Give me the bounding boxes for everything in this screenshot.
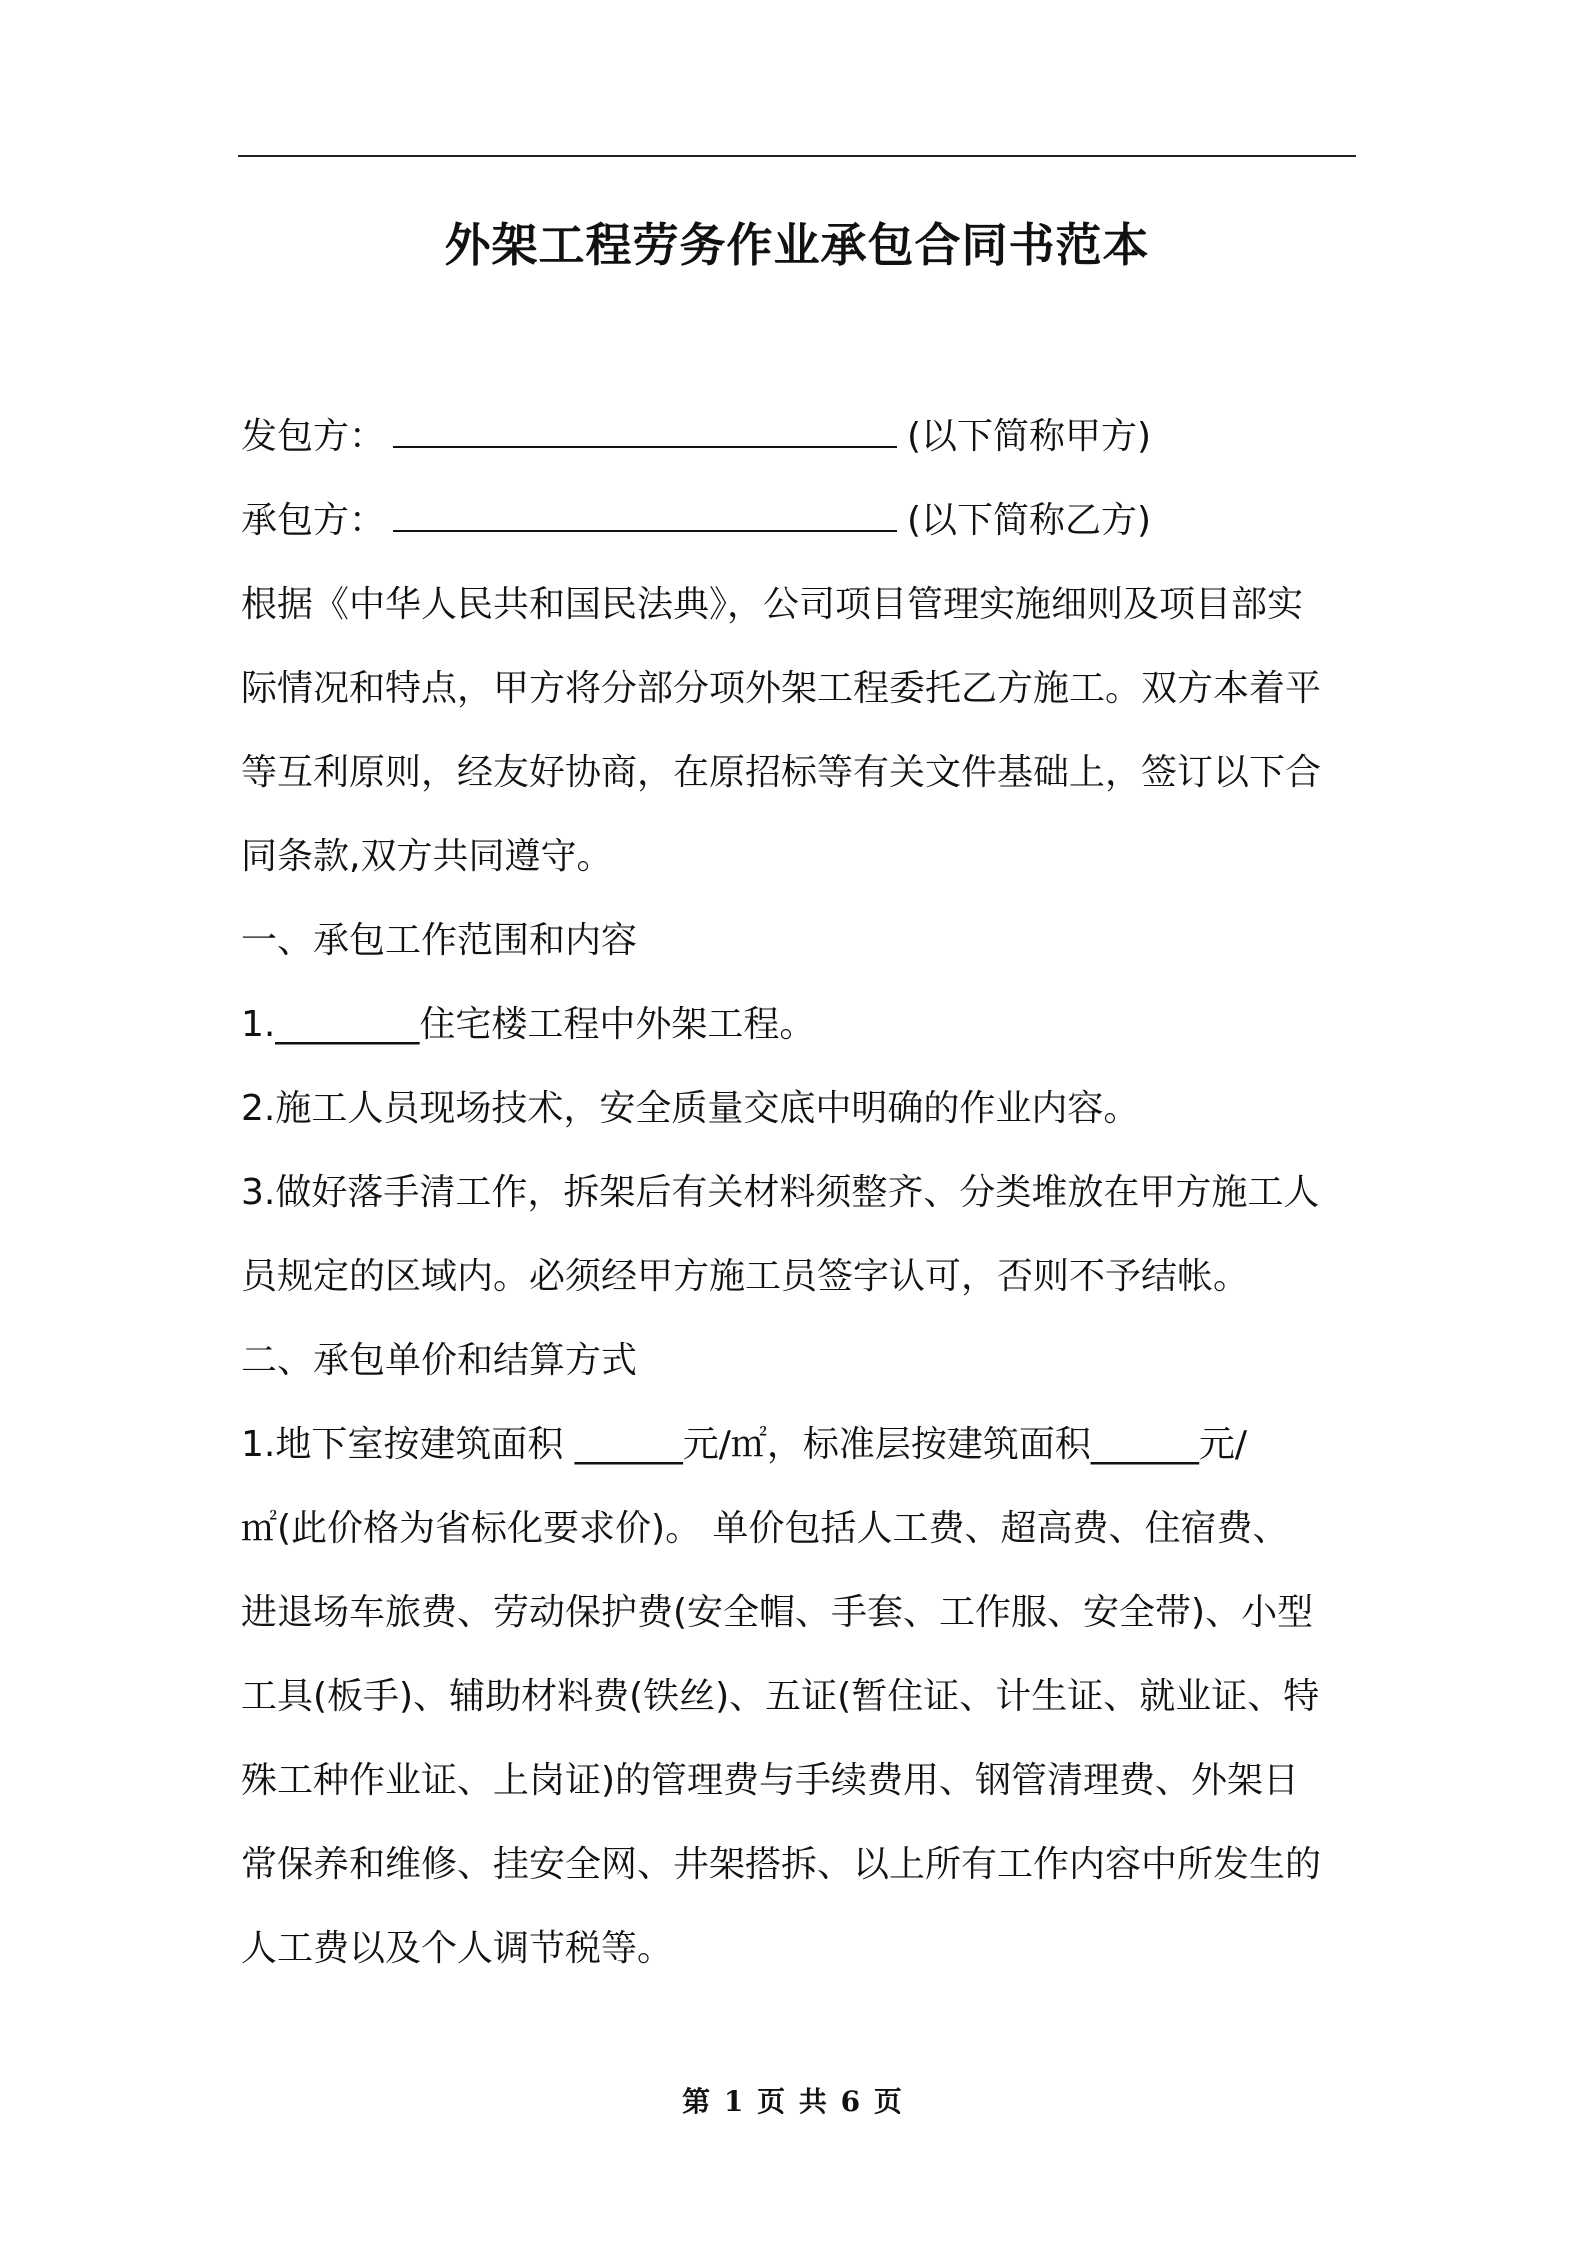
section-heading: 一、承包工作范围和内容 (241, 920, 638, 961)
party-b-blank (393, 500, 897, 532)
paragraph-line: 等互利原则，经友好协商，在原招标等有关文件基础上，签订以下合 (241, 752, 1322, 793)
party-a-line (241, 395, 1363, 479)
paragraph-line: 2.施工人员现场技术，安全质量交底中明确的作业内容。 (241, 1088, 1140, 1129)
paragraph-line: 进退场车旅费、劳动保护费(安全帽、手套、工作服、安全带)、小型 (241, 1592, 1314, 1633)
party-a-label: 发包方： (241, 416, 386, 457)
paragraph-line: 3.做好落手清工作，拆架后有关材料须整齐、分类堆放在甲方施工人 (241, 1172, 1320, 1213)
party-a-blank (393, 416, 897, 448)
paragraph-line: 1.地下室按建筑面积 ______元/㎡，标准层按建筑面积______元/ (241, 1424, 1248, 1465)
header-rule (238, 155, 1356, 157)
paragraph-line: ㎡(此价格为省标化要求价)。 单价包括人工费、超高费、住宿费、 (241, 1508, 1289, 1549)
paragraph-line: 员规定的区域内。必须经甲方施工员签字认可，否则不予结帐。 (241, 1256, 1250, 1297)
paragraph-line: 常保养和维修、挂安全网、井架搭拆、以上所有工作内容中所发生的 (241, 1844, 1322, 1885)
section-heading: 二、承包单价和结算方式 (241, 1340, 638, 1381)
document-title: 外架工程劳务作业承包合同书范本 (444, 218, 1150, 272)
document-body (241, 395, 1363, 1991)
paragraph-line: 同条款,双方共同遵守。 (241, 836, 613, 877)
paragraph-line: 殊工种作业证、上岗证)的管理费与手续费用、钢管清理费、外架日 (241, 1760, 1300, 1801)
paragraph-line: 根据《中华人民共和国民法典》，公司项目管理实施细则及项目部实 (241, 584, 1304, 625)
paragraph-line: 1.________住宅楼工程中外架工程。 (241, 1004, 816, 1045)
paragraph-line: 际情况和特点，甲方将分部分项外架工程委托乙方施工。双方本着平 (241, 668, 1322, 709)
party-a-suffix: (以下简称甲方) (907, 416, 1152, 457)
paragraph-line: 工具(板手)、辅助材料费(铁丝)、五证(暂住证、计生证、就业证、特 (241, 1676, 1320, 1717)
party-b-suffix: (以下简称乙方) (907, 500, 1152, 541)
party-b-line (241, 479, 1363, 563)
party-b-label: 承包方： (241, 500, 386, 541)
page-number: 第 1 页 共 6 页 (682, 2085, 904, 2118)
paragraph-line: 人工费以及个人调节税等。 (241, 1928, 674, 1969)
